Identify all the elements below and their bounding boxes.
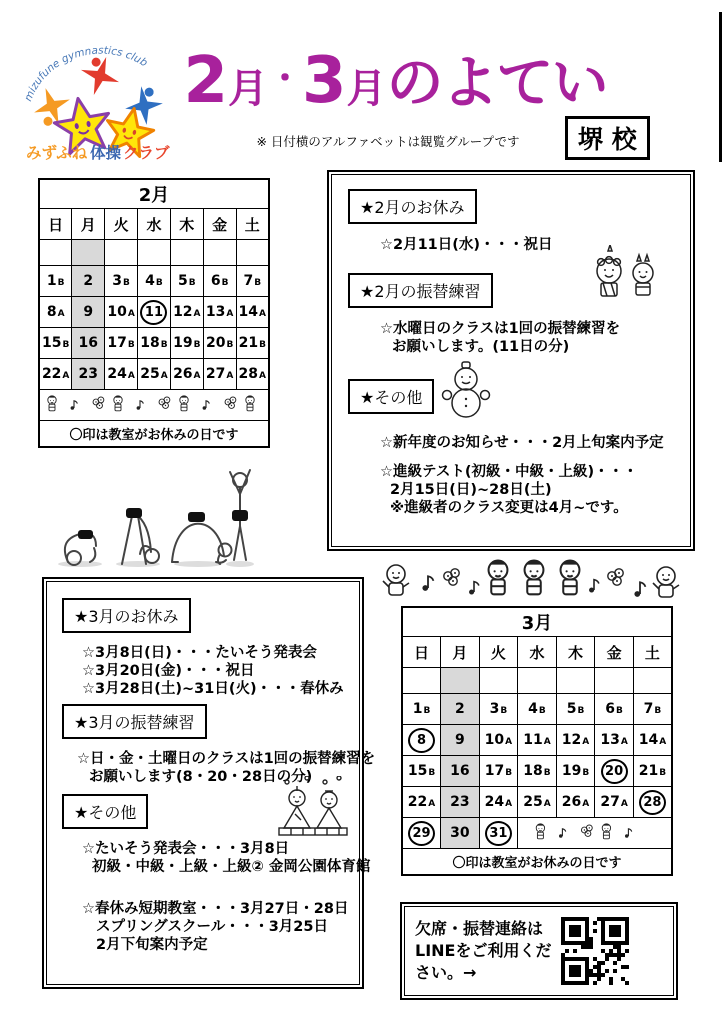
calendar-day-cell: 18B [138, 328, 171, 359]
calendar-day-cell [595, 668, 634, 694]
calendar-day-cell: 15B [39, 328, 72, 359]
note-line: ☆水曜日のクラスは1回の振替練習を [380, 321, 621, 337]
calendar-week-row [39, 359, 269, 390]
calendar-week-row [402, 818, 672, 849]
viewing-group-letter: A [582, 799, 590, 809]
day-header-cell: 土 [633, 637, 672, 668]
circled-day-off: 31 [485, 821, 512, 846]
calendar-day-cell: 6B [595, 694, 634, 725]
calendar-week-row [402, 668, 672, 694]
scan-edge-line [719, 12, 722, 162]
flower-doodle-icon [608, 569, 623, 585]
calendar-day-cell: 1B [39, 266, 72, 297]
feb-furikae-item [380, 320, 620, 356]
viewing-group-letter: A [226, 309, 234, 319]
note-line: ☆春休み短期教室・・・3月27日・28日 [82, 901, 349, 917]
viewing-group-letter: B [616, 706, 623, 716]
calendar-day-cell: 27A [595, 787, 634, 818]
calendar-day-cell [633, 668, 672, 694]
title-part: 3 [302, 44, 347, 118]
logo-club-name [26, 143, 170, 162]
music-note-icon [137, 401, 144, 410]
day-header-cell: 日 [39, 209, 72, 240]
note-line: 欠席・振替連絡は [415, 919, 544, 938]
section-label-feb-furikae: ★2月の振替練習 [348, 273, 493, 308]
calendar-day-cell: 21B [236, 328, 269, 359]
calendar-day-cell: 10A [105, 297, 138, 328]
snowman-illustration [440, 361, 492, 421]
note-line: ☆3月8日(日)・・・たいそう発表会 [82, 645, 317, 661]
calendar-day-cell: 14A [236, 297, 269, 328]
calendar-day-cell: 18B [518, 756, 557, 787]
kokeshi-doll-icon [114, 396, 122, 411]
viewing-group-letter: B [155, 278, 163, 288]
feb-other-item-2 [380, 463, 638, 517]
calendar-icons-cell [39, 390, 269, 421]
title-part: ・ [268, 59, 302, 99]
note-line: お願いします。(11日の分) [392, 339, 570, 355]
viewing-group-letter: A [57, 309, 65, 319]
viewing-group-letter: B [226, 340, 234, 350]
calendar-day-cell: 2 [441, 694, 480, 725]
kokeshi-doll-icon [246, 396, 254, 411]
music-note-icon [422, 576, 433, 591]
calendar-day-cell [170, 240, 203, 266]
calendar-icons-cell [518, 818, 672, 849]
svg-text:みずふね: みずふね [26, 144, 88, 162]
circled-day-off: 20 [601, 759, 628, 784]
calendar-doodle-strip [518, 820, 671, 842]
section-label-mar-holiday: ★3月のお休み [62, 598, 191, 633]
music-note-icon [634, 582, 645, 597]
kokeshi-doll-icon [536, 824, 544, 839]
club-logo [20, 24, 178, 162]
school-badge: 堺 校 [565, 116, 650, 160]
calendar-day-cell: 23 [72, 359, 105, 390]
day-header-cell: 火 [479, 637, 518, 668]
section-label-mar-furikae: ★3月の振替練習 [62, 704, 207, 739]
line-contact-text [415, 918, 551, 984]
viewing-group-letter: B [127, 340, 135, 350]
header-note: ※ 日付横のアルファベットは観覧グループです [256, 134, 520, 149]
viewing-group-letter: B [543, 768, 551, 778]
day-header-cell: 木 [170, 209, 203, 240]
section-label-feb-other: ★その他 [348, 379, 434, 414]
viewing-group-letter: B [659, 768, 667, 778]
calendar-day-cell [402, 818, 441, 849]
calendar-day-cell: 5B [556, 694, 595, 725]
calendar-day-cell [595, 756, 634, 787]
calendar-day-cell: 14A [633, 725, 672, 756]
calendar-day-cell: 9 [441, 725, 480, 756]
kid-doodle-icon [653, 567, 679, 597]
page-title [165, 36, 625, 140]
doodle-characters-strip [372, 554, 690, 604]
calendar-week-row [39, 240, 269, 266]
calendar-footer-note: 〇印は教室がお休みの日です [39, 421, 269, 448]
line-qr-code [561, 917, 629, 985]
day-header-cell: 水 [518, 637, 557, 668]
note-line: LINEをご利用くだ [415, 941, 552, 960]
calendar-table [38, 178, 270, 448]
calendar-day-cell: 27A [203, 359, 236, 390]
kokeshi-doll-icon [489, 560, 508, 594]
flower-doodle-icon [582, 825, 593, 836]
viewing-group-letter: B [423, 706, 431, 716]
viewing-group-letter: B [505, 768, 513, 778]
svg-text:体操: 体操 [90, 144, 122, 162]
viewing-group-letter: B [57, 278, 65, 288]
feb-other-item-1: ☆新年度のお知らせ・・・2月上旬案内予定 [380, 435, 664, 451]
title-part: 月 [346, 66, 387, 112]
kokeshi-doll-icon [602, 824, 610, 839]
day-header-cell: 日 [402, 637, 441, 668]
day-header-cell: 土 [236, 209, 269, 240]
viewing-group-letter: A [259, 309, 266, 319]
calendar-day-cell: 19B [556, 756, 595, 787]
mar-other-item-2 [82, 900, 348, 954]
calendar-day-cell: 4B [138, 266, 171, 297]
day-header-cell: 月 [72, 209, 105, 240]
viewing-group-letter: A [543, 737, 551, 747]
viewing-group-letter: B [538, 706, 546, 716]
calendar-day-cell: 25A [518, 787, 557, 818]
calendar-day-cell: 7B [633, 694, 672, 725]
viewing-group-letter: A [505, 799, 513, 809]
calendar-day-cell: 15B [402, 756, 441, 787]
calendar-day-cell [479, 818, 518, 849]
viewing-group-letter: B [160, 340, 168, 350]
mar-other-item-1 [82, 840, 370, 876]
flower-doodle-icon [225, 397, 236, 408]
viewing-group-letter: B [188, 278, 196, 288]
calendar-week-row [39, 328, 269, 359]
calendar-day-cell: 30 [441, 818, 480, 849]
calendar-day-cell [556, 668, 595, 694]
calendar-day-cell [441, 668, 480, 694]
viewing-group-letter: A [259, 371, 266, 381]
flower-doodle-icon [93, 397, 104, 408]
calendar-day-cell: 21B [633, 756, 672, 787]
calendar-week-row [39, 297, 269, 328]
kokeshi-doll-icon [561, 560, 580, 594]
calendar-day-cell [236, 240, 269, 266]
calendar-day-header-row [402, 637, 672, 668]
viewing-group-letter: A [659, 737, 667, 747]
calendar-day-cell: 12A [556, 725, 595, 756]
viewing-group-letter: B [123, 278, 130, 288]
calendar-day-cell: 17B [479, 756, 518, 787]
calendar-day-cell: 26A [170, 359, 203, 390]
calendar-day-cell [105, 240, 138, 266]
oni-kids-illustration [587, 245, 665, 311]
gymnastics-kids-illustration [52, 436, 260, 578]
calendar-day-cell [138, 240, 171, 266]
calendar-table [401, 606, 673, 876]
circled-day-off: 11 [140, 300, 167, 325]
kokeshi-doll-icon [48, 396, 56, 411]
calendar-day-cell: 3B [479, 694, 518, 725]
music-note-icon [559, 829, 566, 838]
svg-text:クラブ: クラブ [123, 144, 170, 162]
viewing-group-letter: B [254, 278, 262, 288]
viewing-group-letter: B [221, 278, 229, 288]
viewing-group-letter: A [620, 799, 628, 809]
calendar-day-cell [402, 725, 441, 756]
calendar-day-cell [39, 240, 72, 266]
viewing-group-letter: A [428, 799, 436, 809]
viewing-group-letter: A [127, 371, 135, 381]
note-line: さい。→ [415, 963, 477, 982]
calendar-day-cell: 17B [105, 328, 138, 359]
mar-holiday-items [82, 644, 344, 698]
calendar-day-cell: 25A [138, 359, 171, 390]
note-line: ☆進級テスト(初級・中級・上級)・・・ [380, 464, 638, 480]
calendar-day-header-row [39, 209, 269, 240]
music-note-icon [469, 582, 479, 595]
calendar-day-cell: 26A [556, 787, 595, 818]
calendar-day-cell: 6B [203, 266, 236, 297]
day-header-cell: 水 [138, 209, 171, 240]
calendar-day-cell: 1B [402, 694, 441, 725]
calendar-day-cell: 19B [170, 328, 203, 359]
music-note-icon [71, 401, 78, 410]
calendar-day-cell: 8A [39, 297, 72, 328]
circled-day-off: 28 [639, 790, 666, 815]
calendar-day-cell [72, 240, 105, 266]
section-label-feb-holiday: ★2月のお休み [348, 189, 477, 224]
calendar-month-title: 3月 [402, 607, 672, 637]
flower-doodle-icon [444, 569, 459, 585]
viewing-group-letter: B [582, 768, 590, 778]
calendar-week-row [39, 266, 269, 297]
calendar-week-row [402, 725, 672, 756]
calendar-day-cell [479, 668, 518, 694]
note-line: ☆たいそう発表会・・・3月8日 [82, 841, 290, 857]
viewing-group-letter: A [160, 371, 168, 381]
february-notes-box [327, 170, 695, 551]
note-line: ※進級者のクラス変更は4月~です。 [390, 500, 628, 516]
calendar-day-cell: 16 [72, 328, 105, 359]
feb-holiday-item: ☆2月11日(水)・・・祝日 [380, 237, 553, 253]
calendar-week-row [402, 694, 672, 725]
calendar-day-cell: 7B [236, 266, 269, 297]
note-line: 初級・中級・上級・上級② 金岡公園体育館 [92, 859, 371, 875]
music-note-icon [589, 580, 599, 593]
calendar-week-row [402, 756, 672, 787]
note-line: 2月15日(日)~28日(土) [390, 482, 552, 498]
calendar-day-cell: 20B [203, 328, 236, 359]
viewing-group-letter: B [654, 706, 662, 716]
viewing-group-letter: A [193, 371, 201, 381]
viewing-group-letter: A [582, 737, 590, 747]
calendar-doodle-strip [40, 392, 268, 414]
viewing-group-letter: B [193, 340, 201, 350]
music-note-icon [203, 401, 210, 410]
line-contact-box [400, 902, 678, 1000]
calendar-day-cell: 9 [72, 297, 105, 328]
calendar-day-cell [633, 787, 672, 818]
calendar-week-row [39, 390, 269, 421]
calendar-day-cell: 11A [518, 725, 557, 756]
calendar-day-cell [402, 668, 441, 694]
music-note-icon [625, 829, 632, 838]
svg-text:mizufune gymnastics club [22, 45, 150, 103]
calendar-day-cell: 28A [236, 359, 269, 390]
february-calendar [38, 178, 270, 448]
day-header-cell: 月 [441, 637, 480, 668]
circled-day-off: 8 [408, 728, 435, 753]
section-label-mar-other: ★その他 [62, 794, 148, 829]
title-part: 2 [183, 44, 228, 118]
calendar-footer-note: 〇印は教室がお休みの日です [402, 849, 672, 876]
march-notes-box [42, 577, 376, 989]
calendar-day-cell: 13A [595, 725, 634, 756]
calendar-day-cell [138, 297, 171, 328]
viewing-group-letter: B [500, 706, 508, 716]
note-line: 2月下旬案内予定 [96, 937, 208, 953]
flower-doodle-icon [159, 397, 170, 408]
viewing-group-letter: A [62, 371, 70, 381]
calendar-day-cell: 12A [170, 297, 203, 328]
day-header-cell: 火 [105, 209, 138, 240]
calendar-day-cell: 23 [441, 787, 480, 818]
calendar-day-cell: 16 [441, 756, 480, 787]
kokeshi-doll-icon [525, 560, 544, 594]
logo-arc-text: mizufune gymnastics club [22, 44, 150, 104]
viewing-group-letter: B [259, 340, 266, 350]
title-part: のよてい [386, 50, 607, 116]
calendar-day-cell [518, 668, 557, 694]
kid-doodle-icon [383, 565, 409, 595]
day-header-cell: 金 [595, 637, 634, 668]
calendar-day-cell: 24A [105, 359, 138, 390]
calendar-day-cell: 22A [39, 359, 72, 390]
viewing-group-letter: B [62, 340, 70, 350]
calendar-day-cell: 3B [105, 266, 138, 297]
calendar-day-cell: 13A [203, 297, 236, 328]
day-header-cell: 金 [203, 209, 236, 240]
viewing-group-letter: A [505, 737, 513, 747]
hina-dolls-illustration [273, 776, 351, 838]
viewing-group-letter: A [226, 371, 234, 381]
viewing-group-letter: B [428, 768, 436, 778]
viewing-group-letter: A [543, 799, 551, 809]
calendar-day-cell: 24A [479, 787, 518, 818]
calendar-day-cell: 10A [479, 725, 518, 756]
calendar-week-row [402, 787, 672, 818]
note-line: スプリングスクール・・・3月25日 [96, 919, 328, 935]
calendar-day-cell: 5B [170, 266, 203, 297]
viewing-group-letter: A [620, 737, 628, 747]
viewing-group-letter: A [127, 309, 135, 319]
calendar-day-cell: 2 [72, 266, 105, 297]
calendar-day-cell: 4B [518, 694, 557, 725]
circled-day-off: 29 [408, 821, 435, 846]
calendar-month-title: 2月 [39, 179, 269, 209]
viewing-group-letter: B [577, 706, 585, 716]
note-line: お願いします(8・20・28日の分) [89, 769, 313, 785]
kokeshi-doll-icon [180, 396, 188, 411]
note-line: ☆3月20日(金)・・・祝日 [82, 663, 255, 679]
march-calendar [401, 606, 673, 876]
note-line: ☆日・金・土曜日のクラスは1回の振替練習を [77, 751, 376, 767]
note-line: ☆3月28日(土)~31日(火)・・・春休み [82, 681, 344, 697]
viewing-group-letter: A [193, 309, 201, 319]
calendar-day-cell [203, 240, 236, 266]
calendar-day-cell: 22A [402, 787, 441, 818]
title-part: 月 [228, 66, 268, 112]
day-header-cell: 木 [556, 637, 595, 668]
